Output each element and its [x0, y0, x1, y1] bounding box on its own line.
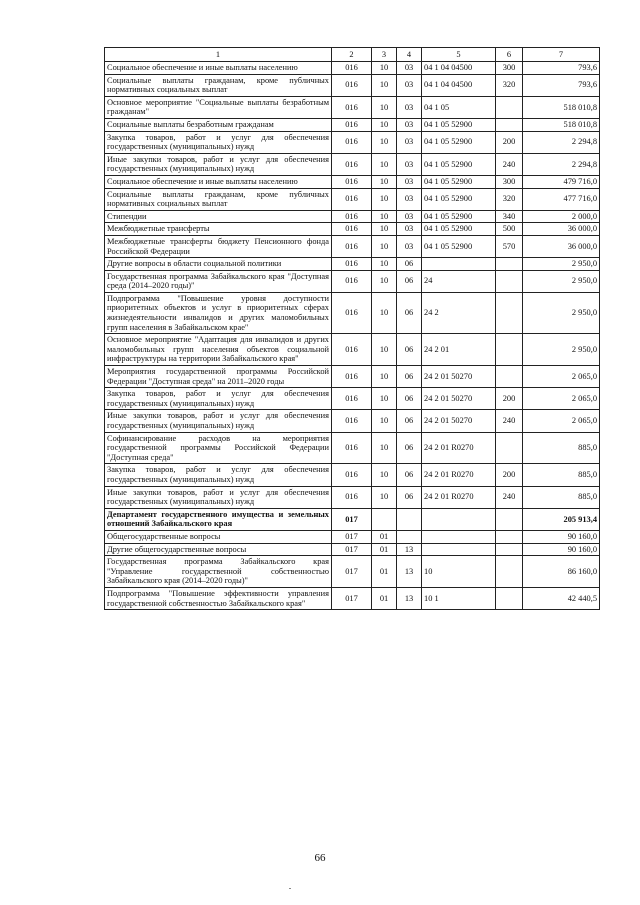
section-code-cell: 01 [372, 543, 397, 556]
table-row [105, 270, 600, 292]
section-code-cell: 01 [372, 556, 397, 588]
expense-name-cell: Иные закупки товаров, работ и услуг для обеспечения государственных (муниципальных) нужд [105, 486, 332, 508]
amount-cell: 885,0 [523, 432, 600, 464]
target-article-cell: 04 1 05 52900 [422, 223, 496, 236]
header-cell-3: 3 [372, 48, 397, 62]
expense-name-cell: Софинансирование расходов на мероприятия государственной программы Российской Федерации "Доступная среда" [105, 432, 332, 464]
expense-name-cell: Подпрограмма "Повышение уровня доступности приоритетных объектов и услуг в приоритетных сферах жизнедеятельности инвалидов и других маломобильных групп населения в Забайкальском крае" [105, 292, 332, 333]
amount-cell: 518 010,8 [523, 96, 600, 118]
table-row [105, 334, 600, 366]
expense-name-cell: Социальные выплаты гражданам, кроме публичных нормативных социальных выплат [105, 188, 332, 210]
target-article-cell: 24 2 01 R0270 [422, 486, 496, 508]
page-number: 66 [314, 852, 326, 864]
expense-name-cell: Социальные выплаты гражданам, кроме публичных нормативных социальных выплат [105, 74, 332, 96]
amount-cell: 2 950,0 [523, 258, 600, 271]
department-code-cell: 016 [332, 432, 372, 464]
expense-type-cell: 320 [496, 188, 523, 210]
expense-type-cell [496, 366, 523, 388]
subsection-code-cell: 03 [397, 210, 422, 223]
department-code-cell: 016 [332, 62, 372, 75]
expense-name-cell: Государственная программа Забайкальского края "Доступная среда (2014–2020 годы)" [105, 270, 332, 292]
subsection-code-cell: 06 [397, 258, 422, 271]
subsection-code-cell: 03 [397, 131, 422, 153]
section-code-cell: 10 [372, 292, 397, 333]
subsection-code-cell: 06 [397, 366, 422, 388]
table-row [105, 388, 600, 410]
target-article-cell: 04 1 05 52900 [422, 235, 496, 257]
amount-cell: 2 000,0 [523, 210, 600, 223]
section-code-cell: 10 [372, 366, 397, 388]
subsection-code-cell: 06 [397, 292, 422, 333]
table-row [105, 432, 600, 464]
subsection-code-cell: 06 [397, 432, 422, 464]
department-code-cell: 016 [332, 334, 372, 366]
expense-type-cell: 240 [496, 410, 523, 432]
table-row [105, 410, 600, 432]
expense-name-cell: Стипендии [105, 210, 332, 223]
table-row [105, 175, 600, 188]
header-cell-7: 7 [523, 48, 600, 62]
section-code-cell: 10 [372, 223, 397, 236]
subsection-code-cell: 06 [397, 486, 422, 508]
amount-cell: 205 913,4 [523, 508, 600, 530]
section-code-cell: 10 [372, 153, 397, 175]
expense-type-cell [496, 292, 523, 333]
table-row [105, 543, 600, 556]
expense-type-cell: 320 [496, 74, 523, 96]
department-code-cell: 016 [332, 210, 372, 223]
section-code-cell: 10 [372, 118, 397, 131]
target-article-cell: 24 2 01 50270 [422, 366, 496, 388]
amount-cell: 885,0 [523, 486, 600, 508]
target-article-cell: 24 2 01 50270 [422, 410, 496, 432]
table-body [105, 48, 600, 610]
table-row [105, 587, 600, 609]
section-code-cell: 10 [372, 410, 397, 432]
expense-name-cell: Подпрограмма "Повышение эффективности управления государственной собственностью Забайкальского края" [105, 587, 332, 609]
subsection-code-cell: 03 [397, 175, 422, 188]
department-code-cell: 016 [332, 235, 372, 257]
header-cell-4: 4 [397, 48, 422, 62]
table-row [105, 118, 600, 131]
department-code-cell: 016 [332, 486, 372, 508]
expense-name-cell: Социальные выплаты безработным гражданам [105, 118, 332, 131]
section-code-cell [372, 508, 397, 530]
department-code-cell: 016 [332, 292, 372, 333]
amount-cell: 2 294,8 [523, 131, 600, 153]
budget-table [104, 47, 600, 610]
target-article-cell: 04 1 05 52900 [422, 188, 496, 210]
department-code-cell: 016 [332, 388, 372, 410]
header-cell-5: 5 [422, 48, 496, 62]
target-article-cell: 04 1 05 52900 [422, 210, 496, 223]
expense-name-cell: Государственная программа Забайкальского края "Управление государственной собственностью Забайкальского края (2014–2020 годы)" [105, 556, 332, 588]
target-article-cell: 24 [422, 270, 496, 292]
expense-type-cell: 570 [496, 235, 523, 257]
table-row [105, 464, 600, 486]
target-article-cell: 04 1 05 52900 [422, 131, 496, 153]
amount-cell: 2 950,0 [523, 292, 600, 333]
subsection-code-cell [397, 508, 422, 530]
target-article-cell: 04 1 05 52900 [422, 153, 496, 175]
table-row [105, 188, 600, 210]
section-code-cell: 10 [372, 74, 397, 96]
expense-type-cell [496, 530, 523, 543]
table-row [105, 366, 600, 388]
department-code-cell: 016 [332, 118, 372, 131]
amount-cell: 885,0 [523, 464, 600, 486]
table-row [105, 292, 600, 333]
expense-name-cell: Основное мероприятие "Социальные выплаты безработным гражданам" [105, 96, 332, 118]
target-article-cell [422, 530, 496, 543]
target-article-cell: 24 2 01 R0270 [422, 432, 496, 464]
subsection-code-cell: 03 [397, 153, 422, 175]
amount-cell: 793,6 [523, 62, 600, 75]
department-code-cell: 016 [332, 74, 372, 96]
section-code-cell: 10 [372, 486, 397, 508]
header-cell-6: 6 [496, 48, 523, 62]
expense-type-cell: 500 [496, 223, 523, 236]
table-row [105, 131, 600, 153]
expense-name-cell: Департамент государственного имущества и земельных отношений Забайкальского края [105, 508, 332, 530]
amount-cell: 2 950,0 [523, 270, 600, 292]
section-code-cell: 10 [372, 464, 397, 486]
expense-name-cell: Другие вопросы в области социальной политики [105, 258, 332, 271]
section-code-cell: 10 [372, 210, 397, 223]
amount-cell: 36 000,0 [523, 235, 600, 257]
department-code-cell: 016 [332, 153, 372, 175]
expense-type-cell [496, 432, 523, 464]
table-row [105, 258, 600, 271]
subsection-code-cell: 06 [397, 388, 422, 410]
department-code-cell: 017 [332, 530, 372, 543]
subsection-code-cell: 13 [397, 556, 422, 588]
section-code-cell: 10 [372, 432, 397, 464]
expense-type-cell [496, 96, 523, 118]
subsection-code-cell: 03 [397, 118, 422, 131]
target-article-cell: 04 1 05 [422, 96, 496, 118]
table-row [105, 508, 600, 530]
department-code-cell: 017 [332, 543, 372, 556]
amount-cell: 90 160,0 [523, 530, 600, 543]
table-row [105, 223, 600, 236]
department-code-cell: 016 [332, 175, 372, 188]
subsection-code-cell: 03 [397, 223, 422, 236]
target-article-cell: 10 1 [422, 587, 496, 609]
table-row [105, 74, 600, 96]
expense-name-cell: Закупка товаров, работ и услуг для обеспечения государственных (муниципальных) нужд [105, 131, 332, 153]
expense-type-cell: 200 [496, 388, 523, 410]
department-code-cell: 017 [332, 508, 372, 530]
target-article-cell: 24 2 01 50270 [422, 388, 496, 410]
table-row [105, 62, 600, 75]
section-code-cell: 10 [372, 62, 397, 75]
amount-cell: 793,6 [523, 74, 600, 96]
section-code-cell: 10 [372, 388, 397, 410]
target-article-cell [422, 508, 496, 530]
section-code-cell: 10 [372, 131, 397, 153]
department-code-cell: 016 [332, 131, 372, 153]
section-code-cell: 01 [372, 587, 397, 609]
department-code-cell: 017 [332, 587, 372, 609]
amount-cell: 86 160,0 [523, 556, 600, 588]
header-cell-2: 2 [332, 48, 372, 62]
subsection-code-cell [397, 530, 422, 543]
amount-cell: 2 294,8 [523, 153, 600, 175]
table-row [105, 210, 600, 223]
table-row [105, 486, 600, 508]
expense-type-cell [496, 334, 523, 366]
expense-name-cell: Иные закупки товаров, работ и услуг для обеспечения государственных (муниципальных) нужд [105, 153, 332, 175]
expense-type-cell: 300 [496, 175, 523, 188]
subsection-code-cell: 03 [397, 235, 422, 257]
subsection-code-cell: 06 [397, 464, 422, 486]
expense-name-cell: Социальное обеспечение и иные выплаты населению [105, 175, 332, 188]
subsection-code-cell: 13 [397, 543, 422, 556]
expense-name-cell: Социальное обеспечение и иные выплаты населению [105, 62, 332, 75]
expense-type-cell: 240 [496, 153, 523, 175]
expense-type-cell: 200 [496, 464, 523, 486]
expense-name-cell: Закупка товаров, работ и услуг для обеспечения государственных (муниципальных) нужд [105, 388, 332, 410]
department-code-cell: 016 [332, 410, 372, 432]
table-row [105, 96, 600, 118]
table-row [105, 556, 600, 588]
scan-mark [289, 888, 291, 889]
header-row [105, 48, 600, 62]
department-code-cell: 016 [332, 223, 372, 236]
section-code-cell: 10 [372, 334, 397, 366]
section-code-cell: 10 [372, 175, 397, 188]
amount-cell: 2 065,0 [523, 366, 600, 388]
expense-type-cell [496, 556, 523, 588]
department-code-cell: 016 [332, 366, 372, 388]
target-article-cell: 10 [422, 556, 496, 588]
amount-cell: 42 440,5 [523, 587, 600, 609]
expense-type-cell [496, 508, 523, 530]
amount-cell: 36 000,0 [523, 223, 600, 236]
expense-type-cell [496, 118, 523, 131]
department-code-cell: 016 [332, 96, 372, 118]
expense-type-cell: 340 [496, 210, 523, 223]
department-code-cell: 016 [332, 270, 372, 292]
section-code-cell: 10 [372, 270, 397, 292]
subsection-code-cell: 03 [397, 62, 422, 75]
expense-type-cell: 200 [496, 131, 523, 153]
target-article-cell: 04 1 04 04500 [422, 62, 496, 75]
department-code-cell: 016 [332, 188, 372, 210]
department-code-cell: 017 [332, 556, 372, 588]
section-code-cell: 10 [372, 96, 397, 118]
expense-type-cell: 240 [496, 486, 523, 508]
target-article-cell: 24 2 01 R0270 [422, 464, 496, 486]
expense-name-cell: Другие общегосударственные вопросы [105, 543, 332, 556]
subsection-code-cell: 06 [397, 334, 422, 366]
table-row [105, 153, 600, 175]
expense-name-cell: Закупка товаров, работ и услуг для обеспечения государственных (муниципальных) нужд [105, 464, 332, 486]
target-article-cell [422, 258, 496, 271]
target-article-cell: 24 2 [422, 292, 496, 333]
table-row [105, 235, 600, 257]
expense-name-cell: Основное мероприятие "Адаптация для инвалидов и других маломобильных групп населения объектов социальной инфраструктуры на территории Забайкальского края" [105, 334, 332, 366]
section-code-cell: 01 [372, 530, 397, 543]
expense-name-cell: Иные закупки товаров, работ и услуг для обеспечения государственных (муниципальных) нужд [105, 410, 332, 432]
department-code-cell: 016 [332, 258, 372, 271]
expense-name-cell: Мероприятия государственной программы Российской Федерации "Доступная среда" на 2011–2020 годы [105, 366, 332, 388]
target-article-cell: 24 2 01 [422, 334, 496, 366]
header-cell-1: 1 [105, 48, 332, 62]
expense-name-cell: Межбюджетные трансферты бюджету Пенсионного фонда Российской Федерации [105, 235, 332, 257]
subsection-code-cell: 03 [397, 74, 422, 96]
amount-cell: 2 065,0 [523, 388, 600, 410]
amount-cell: 477 716,0 [523, 188, 600, 210]
subsection-code-cell: 03 [397, 96, 422, 118]
target-article-cell [422, 543, 496, 556]
subsection-code-cell: 06 [397, 270, 422, 292]
subsection-code-cell: 06 [397, 410, 422, 432]
subsection-code-cell: 13 [397, 587, 422, 609]
expense-type-cell [496, 270, 523, 292]
target-article-cell: 04 1 04 04500 [422, 74, 496, 96]
target-article-cell: 04 1 05 52900 [422, 118, 496, 131]
expense-name-cell: Межбюджетные трансферты [105, 223, 332, 236]
expense-type-cell [496, 587, 523, 609]
amount-cell: 518 010,8 [523, 118, 600, 131]
amount-cell: 90 160,0 [523, 543, 600, 556]
department-code-cell: 016 [332, 464, 372, 486]
table-row [105, 530, 600, 543]
expense-type-cell [496, 543, 523, 556]
target-article-cell: 04 1 05 52900 [422, 175, 496, 188]
expense-type-cell [496, 258, 523, 271]
expense-name-cell: Общегосударственные вопросы [105, 530, 332, 543]
section-code-cell: 10 [372, 235, 397, 257]
section-code-cell: 10 [372, 188, 397, 210]
subsection-code-cell: 03 [397, 188, 422, 210]
expense-type-cell: 300 [496, 62, 523, 75]
amount-cell: 2 065,0 [523, 410, 600, 432]
amount-cell: 479 716,0 [523, 175, 600, 188]
section-code-cell: 10 [372, 258, 397, 271]
amount-cell: 2 950,0 [523, 334, 600, 366]
